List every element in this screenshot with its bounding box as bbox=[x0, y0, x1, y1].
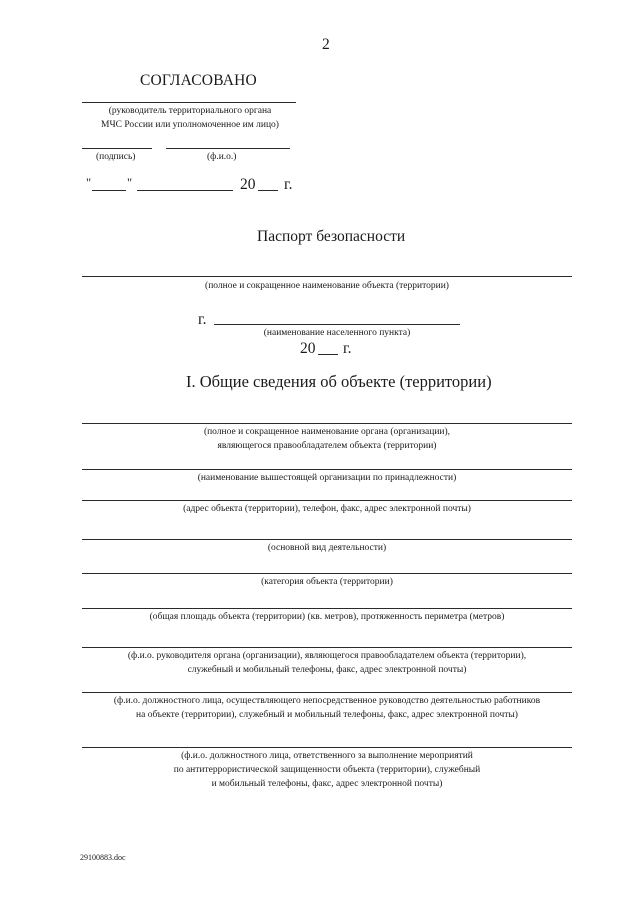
field-line bbox=[82, 747, 572, 748]
field-caption bbox=[72, 541, 582, 555]
approval-heading: СОГЛАСОВАНО bbox=[140, 72, 257, 89]
field-caption-line: (ф.и.о. руководителя органа (организации), являющегося правообладателем объекта (территории), bbox=[127, 651, 527, 661]
date-quote-open: " bbox=[86, 176, 92, 190]
date-quote-close: " bbox=[127, 176, 133, 190]
signature-line bbox=[82, 148, 152, 149]
passport-year-line bbox=[318, 354, 338, 355]
head-signature-line bbox=[82, 102, 296, 103]
head-caption-line1: (руководитель территориального органа bbox=[108, 106, 272, 116]
field-caption-line: по антитеррористической защищенности объекта (территории), служебный bbox=[173, 765, 481, 775]
field-caption-line: (категория объекта (территории) bbox=[261, 577, 393, 587]
field-caption bbox=[72, 749, 582, 791]
field-caption-line: (ф.и.о. должностного лица, осуществляющего непосредственное руководство деятельностью работников bbox=[113, 696, 541, 706]
field-caption-line: (адрес объекта (территории), телефон, факс, адрес электронной почты) bbox=[183, 504, 471, 514]
city-prefix: г. bbox=[198, 311, 207, 328]
field-line bbox=[82, 423, 572, 424]
field-caption bbox=[72, 502, 582, 516]
section-title: I. Общие сведения об объекте (территории) bbox=[186, 372, 492, 391]
field-caption bbox=[72, 694, 582, 722]
passport-year-prefix: 20 bbox=[300, 340, 316, 357]
date-day-line bbox=[92, 190, 126, 191]
head-caption bbox=[70, 104, 310, 132]
date-year-line bbox=[258, 190, 278, 191]
field-caption bbox=[72, 610, 582, 624]
field-caption-line: (ф.и.о. должностного лица, ответственного за выполнение мероприятий bbox=[181, 751, 473, 761]
field-line bbox=[82, 500, 572, 501]
field-line bbox=[82, 573, 572, 574]
signature-caption: (подпись) bbox=[96, 152, 136, 162]
object-name-caption: (полное и сокращенное наименование объекта (территории) bbox=[205, 281, 449, 291]
fio-line bbox=[166, 148, 290, 149]
field-caption-line: являющегося правообладателем объекта (территории) bbox=[217, 441, 437, 451]
field-caption-line: служебный и мобильный телефоны, факс, адрес электронной почты) bbox=[187, 665, 467, 675]
field-line bbox=[82, 647, 572, 648]
field-caption bbox=[72, 575, 582, 589]
passport-title: Паспорт безопасности bbox=[257, 228, 406, 245]
field-caption bbox=[72, 471, 582, 485]
field-line bbox=[82, 692, 572, 693]
field-caption-line: и мобильный телефоны, факс, адрес электронной почты) bbox=[211, 779, 443, 789]
field-caption-line: (полное и сокращенное наименование органа (организации), bbox=[203, 427, 451, 437]
field-caption-line: на объекте (территории), служебный и мобильный телефоны, факс, адрес электронной почты) bbox=[136, 710, 518, 720]
field-caption bbox=[72, 425, 582, 453]
date-year-suffix: г. bbox=[284, 176, 293, 193]
fio-caption: (ф.и.о.) bbox=[207, 152, 237, 162]
field-caption bbox=[72, 649, 582, 677]
field-caption-line: (основной вид деятельности) bbox=[267, 543, 387, 553]
head-caption-line2: МЧС России или уполномоченное им лицо) bbox=[101, 120, 279, 130]
field-line bbox=[82, 539, 572, 540]
city-line bbox=[214, 324, 460, 325]
passport-year-suffix: г. bbox=[343, 340, 352, 357]
city-caption: (наименование населенного пункта) bbox=[263, 328, 411, 338]
field-line bbox=[82, 469, 572, 470]
field-line bbox=[82, 608, 572, 609]
date-year-prefix: 20 bbox=[240, 176, 256, 193]
field-caption-line: (наименование вышестоящей организации по принадлежности) bbox=[197, 473, 457, 483]
object-name-line bbox=[82, 276, 572, 277]
footer-filename: 29100883.doc bbox=[80, 853, 126, 862]
page-number: 2 bbox=[322, 36, 330, 53]
field-caption-line: (общая площадь объекта (территории) (кв. метров), протяженность периметра (метров) bbox=[149, 612, 505, 622]
date-month-line bbox=[137, 190, 233, 191]
